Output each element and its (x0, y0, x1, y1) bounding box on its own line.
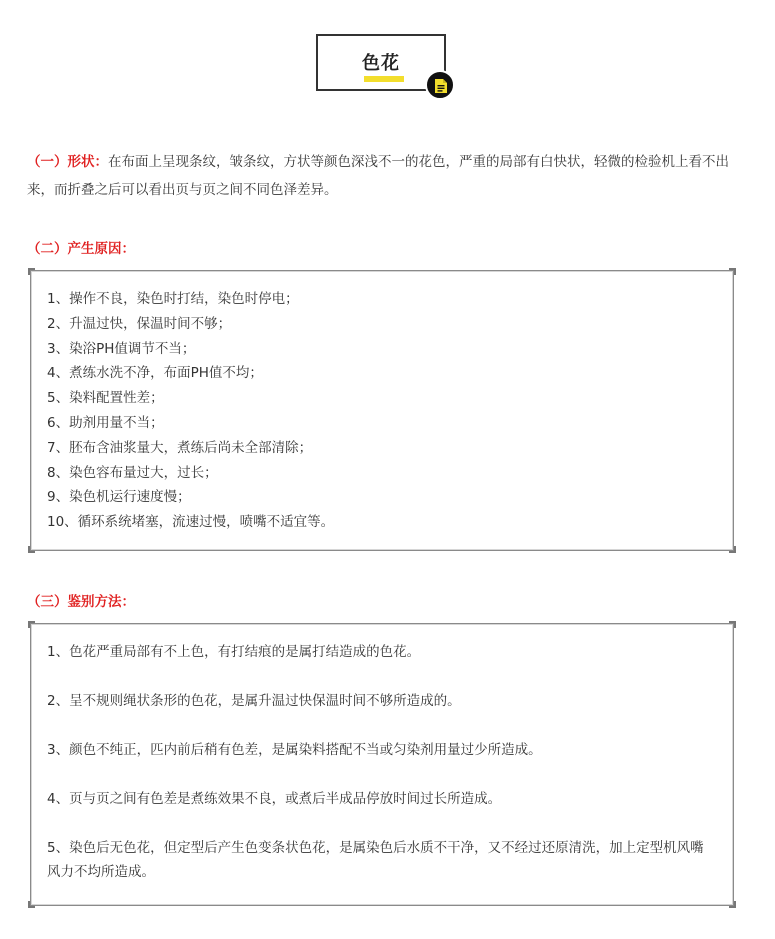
list-item: 6、助剂用量不当； (47, 414, 164, 431)
corner-mark (28, 901, 35, 908)
methods-list (31, 624, 733, 884)
methods-heading: （三）鉴别方法： (27, 594, 135, 610)
corner-mark (729, 901, 736, 908)
list-item: 3、染浴PH值调节不当； (47, 340, 196, 357)
methods-box (30, 623, 734, 906)
corner-mark (28, 268, 35, 275)
causes-box (30, 270, 734, 551)
list-item: 2、呈不规则绳状条形的色花，是属升温过快保温时间不够所造成的。 (47, 693, 461, 709)
title-underline (364, 76, 404, 82)
shape-text: 在布面上呈现条纹，皱条纹，方状等颜色深浅不一的花色，严重的局部有白快状，轻微的检验机上看不出来，而折叠之后可以看出页与页之间不同色泽差异。 (27, 154, 729, 198)
shape-paragraph (27, 148, 747, 204)
list-item: 1、操作不良，染色时打结，染色时停电； (47, 291, 299, 307)
document-icon (425, 70, 455, 100)
list-item: 5、染色后无色花，但定型后产生色变条状色花，是属染色后水质不干净，又不经过还原清洗，加上定型机风嘴风力不均所造成。 (47, 840, 704, 880)
list-item: 10、循环系统堵塞，流速过慢，喷嘴不适宜等。 (47, 514, 335, 531)
shape-label: （一）形状： (27, 154, 108, 170)
list-item: 4、煮练水洗不净，布面PH值不均； (47, 365, 263, 382)
list-item: 8、染色容布量过大，过长； (47, 464, 218, 481)
corner-mark (729, 546, 736, 553)
list-item: 9、染色机运行速度慢； (47, 489, 191, 506)
corner-mark (28, 621, 35, 628)
causes-heading: （二）产生原因： (27, 241, 135, 257)
causes-list (31, 271, 733, 535)
list-item: 3、颜色不纯正，匹内前后稍有色差，是属染料搭配不当或匀染剂用量过少所造成。 (47, 742, 542, 758)
corner-mark (28, 546, 35, 553)
list-item: 1、色花严重局部有不上色，有打结痕的是属打结造成的色花。 (47, 644, 421, 660)
list-item: 7、胚布含油浆量大，煮练后尚未全部清除； (47, 439, 313, 456)
list-item: 4、页与页之间有色差是煮练效果不良，或煮后半成品停放时间过长所造成。 (47, 791, 502, 807)
corner-mark (729, 268, 736, 275)
page-title: 色花 (362, 53, 400, 74)
list-item: 5、染料配置性差； (47, 390, 164, 407)
list-item: 2、升温过快，保温时间不够； (47, 315, 232, 332)
corner-mark (729, 621, 736, 628)
